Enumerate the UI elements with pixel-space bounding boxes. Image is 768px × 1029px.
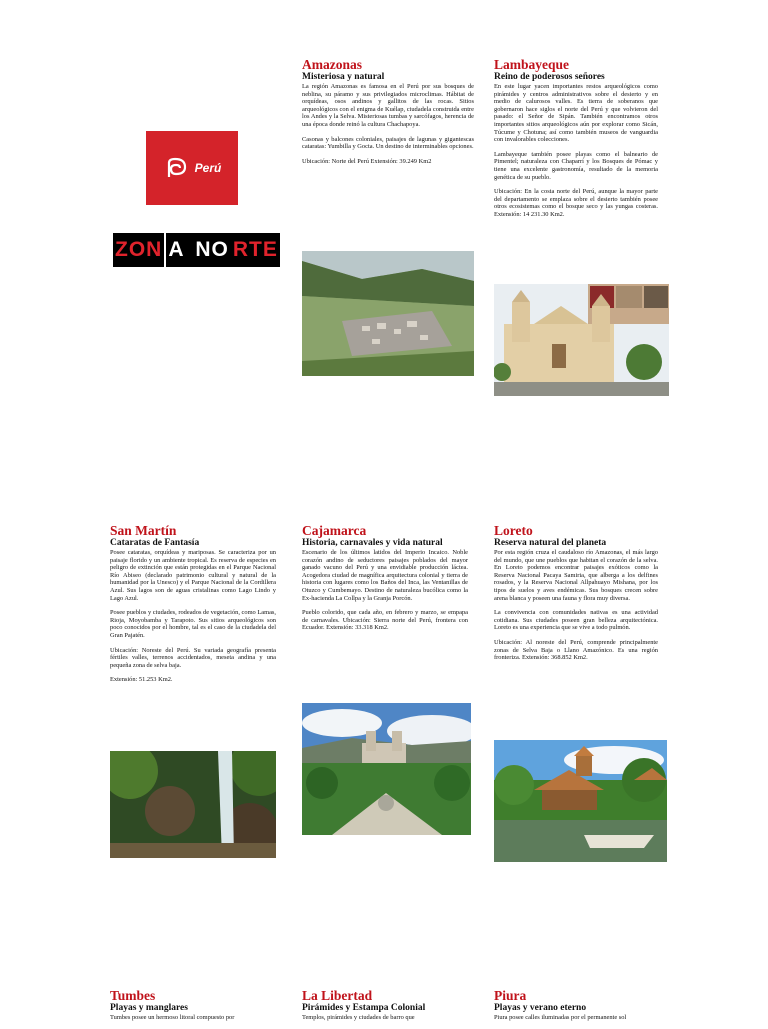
lambayeque-photo — [494, 284, 669, 396]
cajamarca-photo — [302, 703, 471, 835]
region-piura — [494, 988, 658, 1029]
peru-spiral-icon — [163, 157, 191, 179]
region-paragraph: Templos, pirámides y ciudades de barro que — [302, 1014, 415, 1021]
region-san-martin — [110, 523, 276, 691]
region-paragraph: La convivencia con comunidades nativas es una actividad cotidiana. Sus ciudades poseen gran belleza arquitectónica. Loreto es una experiencia que se vive a todo pulmón. — [494, 609, 658, 632]
loreto-photo — [494, 740, 667, 862]
peru-logo — [146, 131, 238, 205]
amazonas-photo — [302, 251, 474, 376]
region-amazonas — [302, 57, 474, 172]
logo-text: Perú — [194, 161, 222, 175]
region-title: San Martín — [110, 523, 177, 538]
region-title: Amazonas — [302, 57, 362, 72]
region-subtitle: Playas y verano eterno — [494, 1003, 587, 1013]
region-paragraph: Ubicación: Al noreste del Perú, comprende principalmente zonas de Selva Baja o Llano Amazónico. Es una región fronteriza. Extensión: 368.852 Km2. — [494, 638, 658, 662]
region-loreto — [494, 523, 658, 669]
region-paragraph: Escenario de los últimos latidos del Imperio Incaico. Noble corazón andino de seductores paisajes poblados del mayor ganado vacuno del Perú y una envidiable producción láctea. Acogedora ciudad de magnífica arquitectura colonial y tierra de historia con lugares como los Baños del Inca, las Ventanillas de Otuzco y Cumbemayo. Destino de naturaleza bucólica como la Ex-hacienda La Collpa y la Granja Porcón. — [302, 549, 468, 602]
zona-norte-banner — [113, 233, 280, 267]
region-title: Loreto — [494, 523, 533, 538]
zona-part-1: ZON — [113, 233, 164, 267]
region-subtitle: Reserva natural del planeta — [494, 538, 607, 548]
zona-part-2: A — [166, 233, 186, 267]
zona-part-4: RTE — [231, 233, 280, 267]
region-subtitle: Historia, carnavales y vida natural — [302, 538, 443, 548]
san-martin-photo — [110, 751, 276, 858]
region-tumbes — [110, 988, 276, 1029]
region-subtitle: Reino de poderosos señores — [494, 72, 605, 82]
region-subtitle: Playas y manglares — [110, 1003, 188, 1013]
region-paragraph: Piura posee calles iluminadas por el permanente sol — [494, 1014, 627, 1021]
region-paragraph: Ubicación: En la costa norte del Perú, aunque la mayor parte del departamento se emplaza sobre el desierto también posee otros ecosistemas como el bosque seco y las yungas costeras. Extensión: 14 231.30 Km2. — [494, 188, 658, 218]
region-paragraph: Ubicación: Noreste del Perú. Su variada geografía presenta fértiles valles, terrenos accidentados, meseta andina y una pequeña zona de selva baja. — [110, 646, 276, 669]
region-cajamarca — [302, 523, 468, 639]
region-title: Cajamarca — [302, 523, 367, 538]
region-subtitle: Misteriosa y natural — [302, 72, 385, 82]
region-paragraph: Extensión: 51.253 Km2. — [110, 676, 173, 684]
region-title: Piura — [494, 988, 527, 1003]
region-paragraph: Posee cataratas, orquídeas y mariposas. Se caracteriza por un paisaje florido y un ambiente tropical. Es reserva de especies en peligro de extinción que están protegidas en el Parque Nacional Río Abiseo (declarado patrimonio cultural y natural de la humanidad por la Unesco) y el Parque Nacional de la Cordillera Azul. Sus lagos son de aguas cristalinas como Lago Lindo y Lago Azul. — [110, 549, 276, 602]
region-paragraph: Ubicación: Norte del Perú Extensión: 39.249 Km2 — [302, 157, 432, 165]
region-title: Tumbes — [110, 988, 156, 1003]
region-subtitle: Pirámides y Estampa Colonial — [302, 1003, 426, 1013]
region-paragraph: Lambayeque también posee playas como el balneario de Pimentel; naturaleza con Chaparrí y los Bosques de Pómac y tiene una excelente gastronomía, resultado de la memoria genética de su pueblo. — [494, 150, 658, 181]
region-paragraph: Pueblo colorido, que cada año, en febrero y marzo, se empapa de carnavales. Ubicación: Sierra norte del Perú, frontera con Ecuador. Extensión: 33.318 Km2. — [302, 609, 468, 632]
region-paragraph: Por esta región cruza el caudaloso río Amazonas, el más largo del mundo, que une pueblos que habitan el corazón de la selva. En Loreto podemos encontrar paisajes exóticos como la Reserva Nacional Pacaya Samiria, que alberga a los delfines rosados, y la Reserva Nacional Allpahuayo Mishana, por los tipos de suelos y aves endémicas. Sus bosques crecen sobre arena blanca y poseen una fauna y flora muy diversa. — [494, 549, 658, 602]
region-paragraph: Tumbes posee un hermoso litoral compuesto por — [110, 1014, 235, 1021]
region-paragraph: Casonas y balcones coloniales, paisajes de lagunas y gigantescas cataratas: Yumbilla y Gocta. Un destino de interminables opciones. — [302, 135, 474, 151]
zona-part-3: NO — [187, 233, 231, 267]
region-lambayeque — [494, 57, 658, 226]
region-title: La Libertad — [302, 988, 373, 1003]
region-paragraph: Posee pueblos y ciudades, rodeados de vegetación, como Lamas, Rioja, Moyobamba y Tarapoto. Sus sitios arqueológicos son poco conocidos por el hombre, tal es el caso de la ciudadela del Gran Pajatén. — [110, 609, 276, 639]
region-la-libertad — [302, 988, 468, 1029]
region-title: Lambayeque — [494, 57, 570, 72]
region-subtitle: Cataratas de Fantasía — [110, 538, 200, 548]
region-paragraph: La región Amazonas es famosa en el Perú por sus bosques de neblina, su páramo y sus privilegiados microclimas. Hábitat de orquídeas, osos andinos y gallitos de las rocas. Sitios arqueológicos con el enigma de Kuélap, ciudadela construida entre los Andes y la Selva. Misteriosas tumbas y sarcófagos, herencia de una época donde reinó la cultura Chachapoya. — [302, 83, 474, 128]
region-paragraph: En este lugar yacen importantes restos arqueológicos como pirámides y centros administrativos sobre el desierto y en medio de calurosos valles. Es tierra de soberanos que gobernaron hace siglos el norte del Perú y que volvieron del pasado: el Señor de Sipán. También encontramos otros importantes sitios arqueológicos aún por explorar como Sicán, Túcume y Chotuna; así como también museos de vanguardia con invalorables colecciones. — [494, 83, 658, 144]
